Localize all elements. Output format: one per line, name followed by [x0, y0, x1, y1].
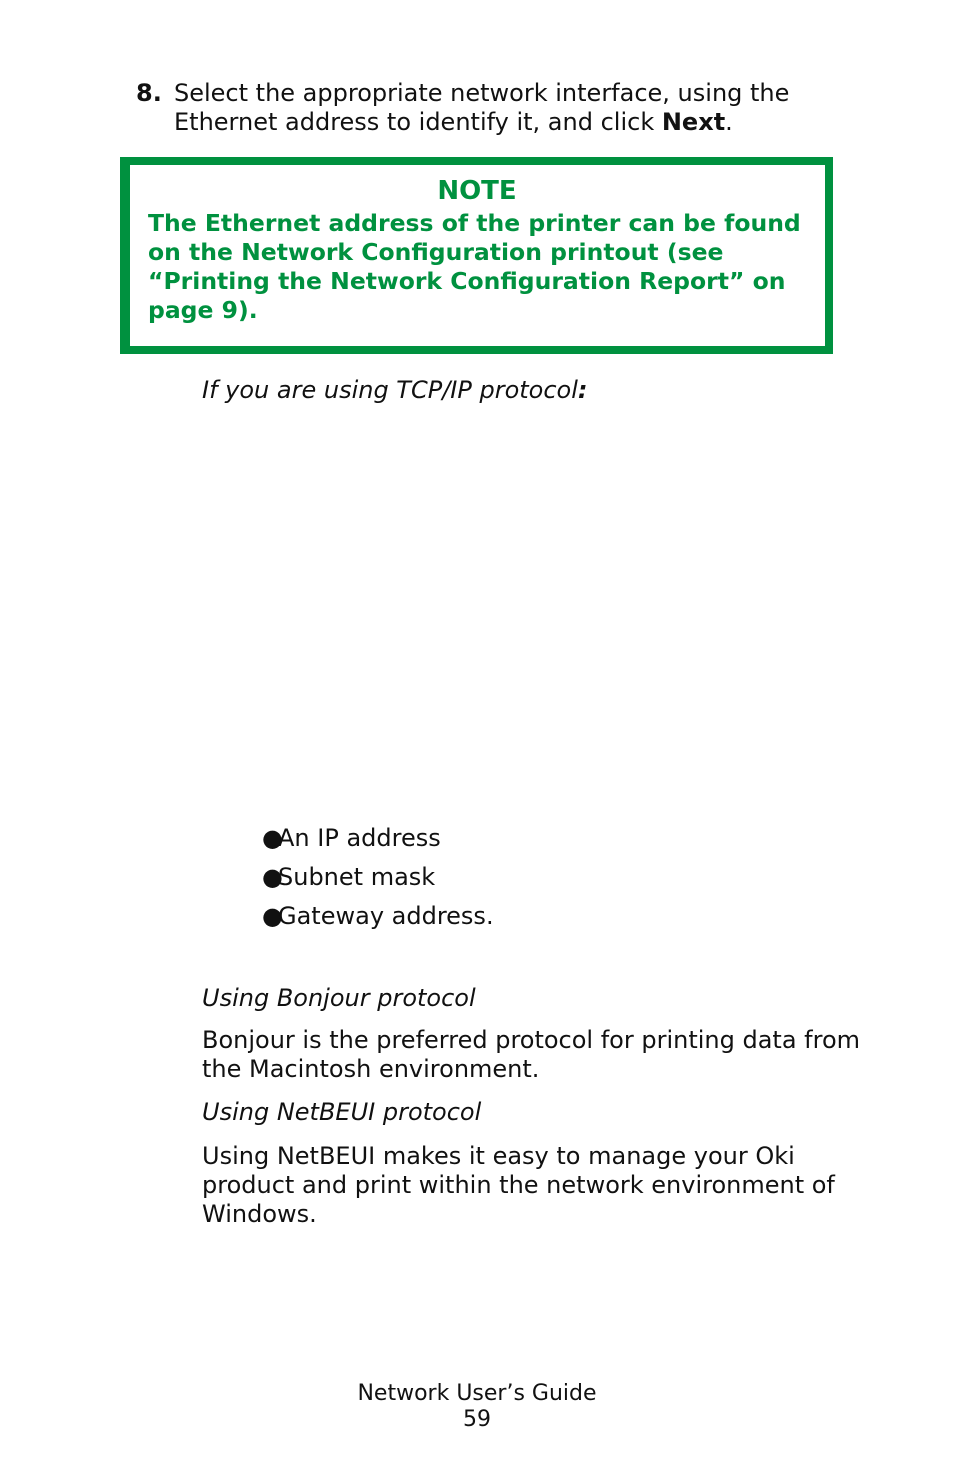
- page-number: 59: [463, 1407, 491, 1432]
- tcpip-heading-text: If you are using TCP/IP protocol: [202, 376, 578, 404]
- step-bold-word: Next: [661, 108, 726, 136]
- bullet-icon: ●: [262, 863, 283, 891]
- tcpip-heading-colon: :: [577, 376, 588, 404]
- list-item: [262, 824, 494, 863]
- list-item-label: Subnet mask: [278, 863, 436, 891]
- step-text-before: Select the appropriate network interface, using the Ethernet address to identify it, and click: [174, 79, 790, 136]
- bullet-icon: ●: [262, 824, 283, 852]
- note-body: The Ethernet address of the printer can be found on the Network Configuration printout (see “Printing the Network Configuration Report” on page 9).: [148, 209, 801, 324]
- step-instruction: [174, 79, 874, 137]
- tcpip-requirements-list: [262, 824, 494, 941]
- bonjour-body: Bonjour is the preferred protocol for printing data from the Macintosh environment.: [202, 1026, 861, 1083]
- footer-title: Network User’s Guide: [357, 1381, 597, 1406]
- note-title: NOTE: [437, 176, 517, 206]
- list-item-label: Gateway address.: [278, 902, 494, 930]
- netbeui-body: Using NetBEUI makes it easy to manage your Oki product and print within the network environment of Windows.: [202, 1142, 835, 1228]
- list-item: [262, 902, 494, 941]
- step-number: 8.: [136, 79, 162, 107]
- bullet-icon: ●: [262, 902, 283, 930]
- step-text-after: .: [725, 108, 733, 136]
- list-item-label: An IP address: [278, 824, 441, 852]
- bonjour-heading: Using Bonjour protocol: [202, 984, 476, 1012]
- tcpip-heading: [202, 376, 588, 405]
- netbeui-heading: Using NetBEUI protocol: [202, 1098, 482, 1126]
- list-item: [262, 863, 494, 902]
